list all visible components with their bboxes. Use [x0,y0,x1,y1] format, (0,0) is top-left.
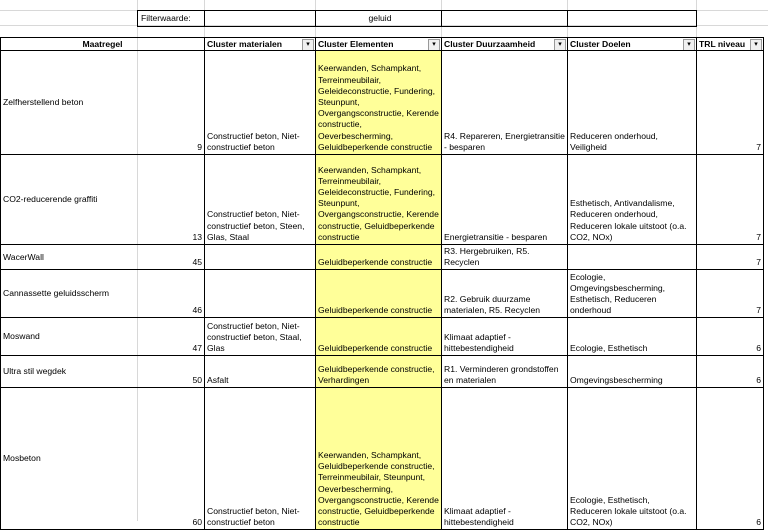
header-trl[interactable] [697,38,764,51]
cell-materialen[interactable]: Constructief beton, Niet-constructief beton, Steen, Glas, Staal [205,155,316,245]
cell-name[interactable]: Ultra stil wegdek [1,356,138,388]
dropdown-arrow-icon[interactable]: ▾ [302,39,314,51]
cell-doelen[interactable]: Esthetisch, Antivandalisme, Reduceren onderhoud, Reduceren lokale uitstoot (o.a. CO2, NOx) [568,155,697,245]
cell-id[interactable]: 13 [138,155,205,245]
cell-duurzaamheid[interactable]: R4. Repareren, Energietransitie - besparen [442,51,568,155]
filter-active-icon[interactable]: ▾ [428,39,440,51]
cell-name[interactable]: Cannassette geluidsscherm [1,270,138,318]
cell-id[interactable]: 60 [138,388,205,530]
cell-duurzaamheid[interactable]: Klimaat adaptief - hittebestendigheid [442,388,568,530]
filter-label: Filterwaarde: [138,11,205,26]
cell-elementen[interactable]: Keerwanden, Schampkant, Geluidbeperkende constructie, Terreinmeubilair, Steunpunt, Oeverbescherming, Overgangsconstructie, Kerende constructie, Geluidbeperkende constructie [316,388,442,530]
table-row [1,356,764,388]
cell-materialen[interactable]: Constructief beton, Niet-constructief beton, Staal, Glas [205,318,316,356]
cell-trl[interactable]: 7 [697,245,764,270]
header-duurzaamheid-label: Cluster Duurzaamheid [444,38,536,49]
cell-trl[interactable]: 7 [697,51,764,155]
cell-trl[interactable]: 6 [697,356,764,388]
cell-id[interactable]: 50 [138,356,205,388]
header-row [1,38,764,51]
cell-doelen[interactable]: Omgevingsbescherming [568,356,697,388]
cell-doelen[interactable]: Ecologie, Esthetisch [568,318,697,356]
cell-doelen[interactable]: Ecologie, Omgevingsbescherming, Esthetisch, Reduceren onderhoud [568,270,697,318]
cell-elementen[interactable]: Geluidbeperkende constructie [316,318,442,356]
filter-active-icon[interactable]: ▾ [750,39,762,51]
dropdown-arrow-icon[interactable]: ▾ [554,39,566,51]
header-materialen[interactable] [205,38,316,51]
filter-bar [137,10,697,27]
cell-materialen[interactable] [205,270,316,318]
cell-trl[interactable]: 6 [697,318,764,356]
filter-empty-cell[interactable] [205,11,316,26]
cell-trl[interactable]: 6 [697,388,764,530]
cell-trl[interactable]: 7 [697,270,764,318]
header-doelen-label: Cluster Doelen [570,38,631,49]
cell-materialen[interactable]: Constructief beton, Niet-constructief beton [205,51,316,155]
cell-elementen[interactable]: Geluidbeperkende constructie [316,270,442,318]
data-table [0,37,764,530]
cell-duurzaamheid[interactable]: R2. Gebruik duurzame materialen, R5. Recyclen [442,270,568,318]
cell-duurzaamheid[interactable]: R3. Hergebruiken, R5. Recyclen [442,245,568,270]
table-row [1,388,764,530]
table-row [1,270,764,318]
cell-id[interactable]: 45 [138,245,205,270]
cell-name[interactable]: Zelfherstellend beton [1,51,138,155]
table-row [1,51,764,155]
table-row [1,155,764,245]
cell-duurzaamheid[interactable]: R1. Verminderen grondstoffen en materialen [442,356,568,388]
cell-name[interactable]: CO2-reducerende graffiti [1,155,138,245]
header-trl-label: TRL niveau [699,38,746,49]
cell-elementen[interactable]: Keerwanden, Schampkant, Terreinmeubilair, Geleideconstructie, Fundering, Steunpunt, Overgangsconstructie, Kerende constructie, Geluidbeperkende constructie [316,155,442,245]
cell-name[interactable]: Moswand [1,318,138,356]
cell-id[interactable]: 46 [138,270,205,318]
cell-id[interactable]: 9 [138,51,205,155]
header-doelen[interactable] [568,38,697,51]
cell-trl[interactable]: 7 [697,155,764,245]
filter-empty-cell[interactable] [442,11,568,26]
cell-doelen[interactable]: Ecologie, Esthetisch, Reduceren lokale uitstoot (o.a. CO2, NOx) [568,388,697,530]
cell-duurzaamheid[interactable]: Klimaat adaptief - hittebestendigheid [442,318,568,356]
cell-name[interactable]: WacerWall [1,245,138,270]
header-elementen[interactable] [316,38,442,51]
cell-materialen[interactable]: Asfalt [205,356,316,388]
cell-elementen[interactable]: Geluidbeperkende constructie [316,245,442,270]
table-row [1,245,764,270]
header-materialen-label: Cluster materialen [207,38,282,49]
cell-elementen[interactable]: Geluidbeperkende constructie, Verhardingen [316,356,442,388]
header-duurzaamheid[interactable] [442,38,568,51]
cell-doelen[interactable] [568,245,697,270]
cell-materialen[interactable] [205,245,316,270]
table-row [1,318,764,356]
cell-duurzaamheid[interactable]: Energietransitie - besparen [442,155,568,245]
cell-elementen[interactable]: Keerwanden, Schampkant, Terreinmeubilair, Geleideconstructie, Fundering, Steunpunt, Overgangsconstructie, Kerende constructie, Oeverbescherming, Geluidbeperkende constructie [316,51,442,155]
header-elementen-label: Cluster Elementen [318,38,394,49]
cell-id[interactable]: 47 [138,318,205,356]
dropdown-arrow-icon[interactable]: ▾ [683,39,695,51]
filter-value[interactable]: geluid [316,11,442,26]
cell-doelen[interactable]: Reduceren onderhoud, Veiligheid [568,51,697,155]
cell-name[interactable]: Mosbeton [1,388,138,530]
filter-empty-cell[interactable] [568,11,696,26]
cell-materialen[interactable]: Constructief beton, Niet-constructief beton [205,388,316,530]
header-maatregel[interactable]: Maatregel [1,38,205,51]
